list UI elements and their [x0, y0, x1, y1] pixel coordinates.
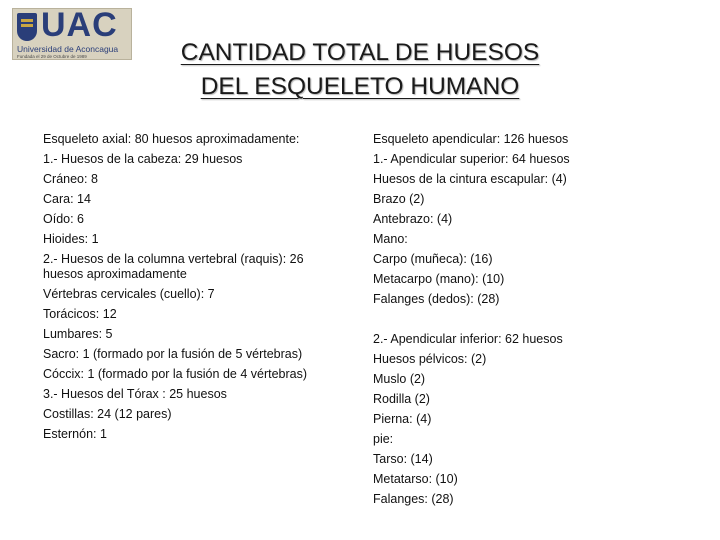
list-item: Antebrazo: (4) — [373, 212, 453, 226]
list-item: 1.- Apendicular superior: 64 huesos — [373, 152, 570, 166]
list-item: Falanges: (28) — [373, 492, 454, 506]
axial-skeleton-column — [43, 129, 343, 444]
list-item: 1.- Huesos de la cabeza: 29 huesos — [43, 152, 243, 166]
list-item: Cráneo: 8 — [43, 172, 98, 186]
list-item: Esqueleto apendicular: 126 huesos — [373, 132, 569, 146]
logo-mark: UAC — [41, 6, 118, 44]
list-item: pie: — [373, 432, 394, 446]
list-item: Cóccix: 1 (formado por la fusión de 4 vértebras) — [43, 367, 308, 381]
list-item: Pierna: (4) — [373, 412, 432, 426]
list-item: Esqueleto axial: 80 huesos aproximadamente: — [43, 132, 300, 146]
list-item: Sacro: 1 (formado por la fusión de 5 vértebras) — [43, 347, 303, 361]
title-line-1: CANTIDAD TOTAL DE HUESOS — [180, 39, 540, 66]
list-item: Falanges (dedos): (28) — [373, 292, 500, 306]
list-item: Costillas: 24 (12 pares) — [43, 407, 172, 421]
list-item: Oído: 6 — [43, 212, 84, 226]
list-item: Brazo (2) — [373, 192, 425, 206]
list-item: Tarso: (14) — [373, 452, 433, 466]
list-item: Huesos pélvicos: (2) — [373, 352, 487, 366]
list-item: 2.- Apendicular inferior: 62 huesos — [373, 332, 563, 346]
list-item: Metacarpo (mano): (10) — [373, 272, 505, 286]
section-gap — [373, 309, 683, 329]
list-item: 2.- Huesos de la columna vertebral (raquis): 26 huesos aproximadamente — [43, 252, 304, 281]
list-item: Muslo (2) — [373, 372, 426, 386]
list-item: Metatarso: (10) — [373, 472, 458, 486]
page-title — [150, 36, 570, 104]
list-item: 3.- Huesos del Tórax : 25 huesos — [43, 387, 227, 401]
list-item: Hioides: 1 — [43, 232, 99, 246]
list-item: Cara: 14 — [43, 192, 91, 206]
appendicular-skeleton-column — [373, 129, 683, 509]
logo-motto: Fundada el 29 de Octubre de 1989 — [17, 54, 87, 59]
list-item: Mano: — [373, 232, 408, 246]
list-item: Carpo (muñeca): (16) — [373, 252, 493, 266]
university-logo — [12, 8, 132, 60]
list-item: Torácicos: 12 — [43, 307, 117, 321]
list-item: Rodilla (2) — [373, 392, 430, 406]
list-item: Vértebras cervicales (cuello): 7 — [43, 287, 215, 301]
title-line-2: DEL ESQUELETO HUMANO — [200, 73, 520, 100]
list-item: Huesos de la cintura escapular: (4) — [373, 172, 567, 186]
logo-university-name: Universidad de Aconcagua — [17, 44, 119, 54]
list-item: Lumbares: 5 — [43, 327, 113, 341]
list-item: Esternón: 1 — [43, 427, 107, 441]
shield-icon — [17, 13, 37, 41]
